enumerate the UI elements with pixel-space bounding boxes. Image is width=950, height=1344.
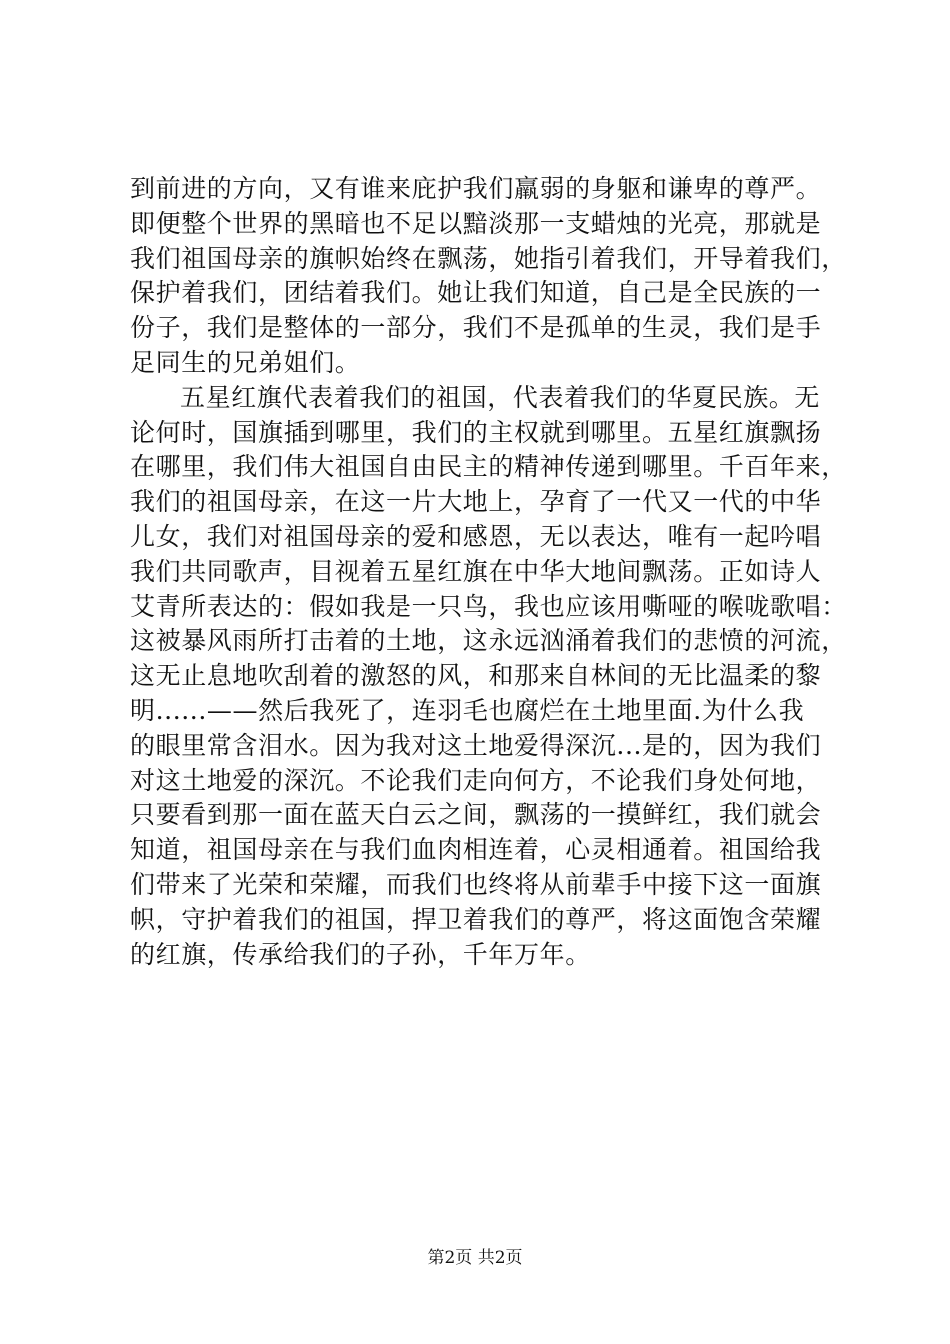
text-line: 份子，我们是整体的一部分，我们不是孤单的生灵，我们是手 bbox=[130, 313, 822, 343]
document-body bbox=[130, 172, 847, 972]
text-line: 保护着我们，团结着我们。她让我们知道，自己是全民族的一 bbox=[130, 278, 822, 308]
text-line: 我们的祖国母亲，在这一片大地上，孕育了一代又一代的中华 bbox=[130, 487, 822, 517]
paragraph-1 bbox=[130, 172, 847, 381]
text-line: 论何时，国旗插到哪里，我们的主权就到哪里。五星红旗飘扬 bbox=[130, 417, 822, 447]
text-line: 五星红旗代表着我们的祖国，代表着我们的华夏民族。无 bbox=[180, 382, 821, 412]
text-line: 的红旗，传承给我们的子孙，千年万年。 bbox=[130, 939, 591, 969]
text-line: 明......——然后我死了，连羽毛也腐烂在土地里面.为什么我 bbox=[130, 695, 805, 725]
text-line: 知道，祖国母亲在与我们血肉相连着，心灵相通着。祖国给我 bbox=[130, 835, 822, 865]
text-line: 们带来了光荣和荣耀，而我们也终将从前辈手中接下这一面旗 bbox=[130, 869, 822, 899]
text-line: 这被暴风雨所打击着的土地，这永远汹涌着我们的悲愤的河流， bbox=[130, 626, 847, 656]
text-line: 儿女，我们对祖国母亲的爱和感恩，无以表达，唯有一起吟唱 bbox=[130, 521, 822, 551]
text-line: 的眼里常含泪水。因为我对这土地爱得深沉...是的，因为我们 bbox=[130, 730, 822, 760]
page-number-label: 第2页 共2页 bbox=[427, 1248, 523, 1268]
text-line: 我们共同歌声，目视着五星红旗在中华大地间飘荡。正如诗人 bbox=[130, 556, 822, 586]
text-line: 帜，守护着我们的祖国，捍卫着我们的尊严，将这面饱含荣耀 bbox=[130, 904, 822, 934]
text-line: 我们祖国母亲的旗帜始终在飘荡，她指引着我们，开导着我们， bbox=[130, 243, 847, 273]
text-line: 在哪里，我们伟大祖国自由民主的精神传递到哪里。千百年来， bbox=[130, 452, 847, 482]
page-footer bbox=[0, 1243, 950, 1268]
paragraph-2 bbox=[130, 381, 847, 973]
text-line: 这无止息地吹刮着的激怒的风，和那来自林间的无比温柔的黎 bbox=[130, 661, 822, 691]
text-line: 只要看到那一面在蓝天白云之间，飘荡的一摸鲜红，我们就会 bbox=[130, 800, 822, 830]
text-line: 对这土地爱的深沉。不论我们走向何方，不论我们身处何地， bbox=[130, 765, 822, 795]
text-line: 即便整个世界的黑暗也不足以黯淡那一支蜡烛的光亮，那就是 bbox=[130, 208, 822, 238]
text-line: 到前进的方向，又有谁来庇护我们羸弱的身躯和谦卑的尊严。 bbox=[130, 174, 822, 203]
text-line: 艾青所表达的：假如我是一只鸟，我也应该用嘶哑的喉咙歌唱： bbox=[130, 591, 847, 621]
text-line: 足同生的兄弟姐们。 bbox=[130, 347, 361, 377]
